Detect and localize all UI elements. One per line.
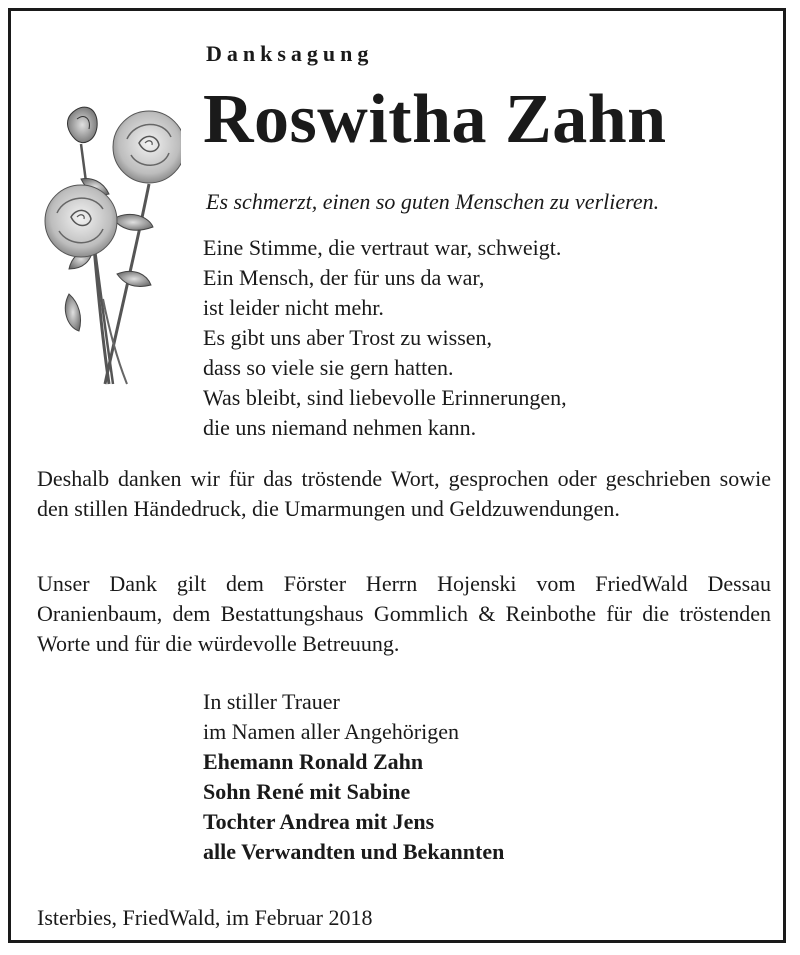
obituary-card: [8, 8, 786, 943]
roses-icon: [31, 99, 181, 389]
family-member: Sohn René mit Sabine: [203, 779, 411, 804]
poem-line: dass so viele sie gern hatten.: [203, 355, 454, 380]
poem: [203, 233, 567, 443]
poem-line: Ein Mensch, der für uns da war,: [203, 265, 485, 290]
thanks-paragraph: Deshalb danken wir für das tröstende Wort, gesprochen oder geschrieben sowie den stillen Händedruck, die Umarmungen und Geldzuwendungen.: [37, 466, 771, 521]
deceased-name: Roswitha Zahn: [203, 81, 667, 158]
notice-heading: Danksagung: [206, 41, 374, 66]
signoff: [203, 687, 504, 867]
family-member: Tochter Andrea mit Jens: [203, 809, 435, 834]
family-member: alle Verwandten und Bekannten: [203, 839, 505, 864]
thanks-paragraph-detail: Unser Dank gilt dem Förster Herrn Hojenski vom FriedWald Dessau Oranienbaum, dem Bestattungshaus Gommlich & Reinbothe für die tröstenden Worte und für die würdevolle Betreuung.: [37, 571, 771, 656]
place-date: Isterbies, FriedWald, im Februar 2018: [37, 905, 373, 930]
poem-line: Was bleibt, sind liebevolle Erinnerungen,: [203, 385, 567, 410]
poem-line: ist leider nicht mehr.: [203, 295, 384, 320]
signoff-line: In stiller Trauer: [203, 689, 340, 714]
family-member: Ehemann Ronald Zahn: [203, 749, 424, 774]
poem-line: Es gibt uns aber Trost zu wissen,: [203, 325, 493, 350]
poem-line: Eine Stimme, die vertraut war, schweigt.: [203, 235, 562, 260]
poem-line: die uns niemand nehmen kann.: [203, 415, 477, 440]
signoff-line: im Namen aller Angehörigen: [203, 719, 459, 744]
motto: Es schmerzt, einen so guten Menschen zu verlieren.: [206, 189, 660, 214]
